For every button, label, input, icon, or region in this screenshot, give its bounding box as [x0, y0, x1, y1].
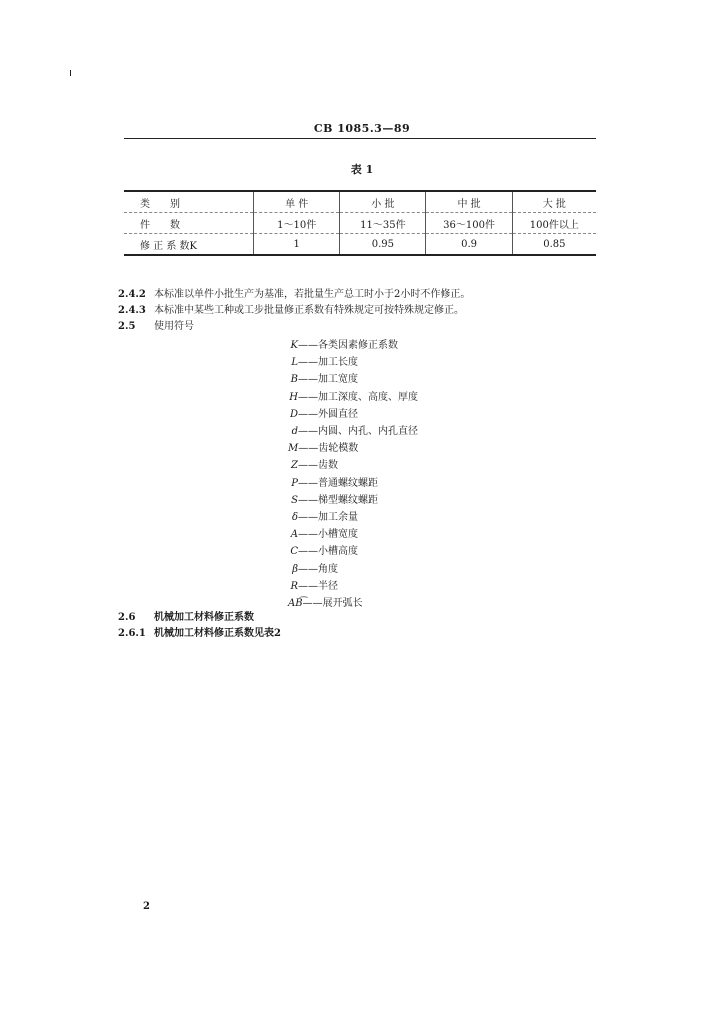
table-header-cell: 单 件: [254, 191, 340, 213]
symbol-desc: ——加工深度、高度、厚度: [298, 391, 418, 403]
symbol-item: [288, 492, 418, 509]
table-cell: [124, 234, 254, 256]
symbol-desc: ——加工长度: [298, 357, 358, 369]
symbol-item: [288, 457, 418, 474]
symbol-desc: ——梯型螺纹螺距: [298, 494, 378, 506]
symbols-list: [288, 337, 418, 612]
symbol-item: [288, 561, 418, 578]
symbol: C: [290, 546, 298, 558]
table-cell: 1～10件: [254, 213, 340, 234]
table-header-cell: 小 批: [340, 191, 426, 213]
clause-2-5: [118, 319, 470, 335]
clause-text: 使用符号: [154, 321, 194, 332]
table-header-cell: 中 批: [426, 191, 512, 213]
symbol: Z: [291, 460, 298, 472]
table-cell: 1: [254, 234, 340, 256]
symbol: P: [291, 477, 298, 489]
table-header-cell: [124, 191, 254, 213]
symbol-item: [288, 475, 418, 492]
symbol: K: [290, 340, 298, 351]
symbol-item: [288, 354, 418, 371]
symbol-desc: ——小槽高度: [298, 546, 358, 558]
symbol-item: [288, 337, 418, 354]
batch-correction-table: [124, 190, 596, 256]
table-cell: [124, 213, 254, 234]
symbol: H: [289, 391, 298, 403]
clauses-block: [118, 287, 470, 335]
symbol-desc: ——小槽宽度: [298, 529, 358, 541]
table-row: [124, 234, 596, 256]
symbol-desc: ——展开弧长: [302, 598, 363, 610]
clause-number: 2.5: [118, 321, 136, 332]
symbol-desc: ——齿轮模数: [298, 443, 359, 455]
row-label: 件 数: [140, 219, 180, 231]
symbol-item: [288, 578, 418, 595]
section-number: 2.6.1: [118, 628, 146, 639]
clause-text: 本标准以单件小批生产为基准，若批量生产总工时小于2小时不作修正。: [154, 289, 471, 300]
symbol-desc: ——内圆、内孔、内孔直径: [298, 426, 418, 438]
table-cell: 0.9: [426, 234, 512, 256]
margin-mark: [70, 70, 71, 76]
symbol: S: [291, 494, 298, 506]
symbol: M: [288, 443, 299, 455]
symbol-desc: ——半径: [298, 580, 338, 592]
section-text: 机械加工材料修正系数见表2: [154, 628, 281, 639]
symbol-desc: ——普通螺纹螺距: [298, 477, 378, 489]
section-clause: [118, 626, 281, 642]
table-cell: 0.95: [340, 234, 426, 256]
table-cell: 100件以上: [512, 213, 596, 234]
symbol: A: [290, 529, 298, 541]
symbol-item: [288, 509, 418, 526]
symbol: B: [290, 374, 298, 386]
symbol-item: [288, 440, 418, 457]
symbol-desc: ——各类因素修正系数: [298, 340, 398, 351]
row-label: 修 正 系 数K: [140, 240, 198, 252]
table-cell: 11～35件: [340, 213, 426, 234]
section-text: 机械加工材料修正系数: [154, 612, 254, 623]
symbol-item: [288, 371, 418, 388]
page-number: 2: [143, 901, 150, 912]
symbol-item: [288, 595, 418, 612]
clause-2-4-2: [118, 287, 470, 303]
symbol-item: [288, 543, 418, 560]
section-number: 2.6: [118, 612, 136, 623]
symbol-desc: ——加工宽度: [298, 374, 358, 386]
symbol: β: [292, 563, 298, 575]
table-cell: 0.85: [512, 234, 596, 256]
symbol-desc: ——外圆直径: [298, 408, 358, 420]
symbol-desc: ——角度: [298, 563, 338, 575]
symbol: AB͡: [288, 598, 303, 610]
symbol-desc: ——齿数: [298, 460, 338, 472]
table-title: 表 1: [350, 163, 374, 176]
symbol: d: [291, 426, 298, 438]
symbol: δ: [291, 512, 298, 524]
section-heading: [118, 610, 281, 626]
clause-text: 本标准中某些工种或工步批量修正系数有特殊规定可按特殊规定修正。: [154, 305, 464, 316]
symbol-desc: ——加工余量: [298, 512, 358, 524]
section-2-6: [118, 610, 281, 642]
symbol: D: [289, 408, 298, 420]
symbol: L: [291, 357, 298, 369]
symbol-item: [288, 423, 418, 440]
header-rule: [124, 138, 596, 139]
table-header-row: [124, 191, 596, 213]
table-row: [124, 213, 596, 234]
symbol-item: [288, 406, 418, 423]
clause-number: 2.4.2: [118, 289, 146, 300]
symbol-item: [288, 389, 418, 406]
symbol: R: [290, 580, 298, 592]
table-cell: 36～100件: [426, 213, 512, 234]
standard-header: CB 1085.3—89: [313, 122, 411, 135]
clause-number: 2.4.3: [118, 305, 146, 316]
clause-2-4-3: [118, 303, 470, 319]
table-header-cell: 大 批: [512, 191, 596, 213]
symbol-item: [288, 526, 418, 543]
header-category: 类 别: [140, 198, 180, 210]
